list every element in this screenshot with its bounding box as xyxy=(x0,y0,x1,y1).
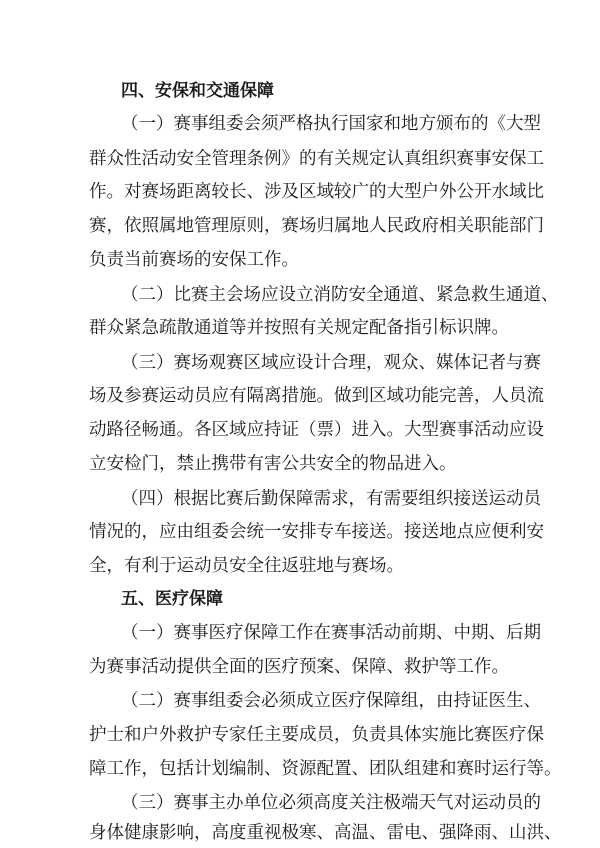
paragraph-line: 负责当前赛场的安保工作。 xyxy=(89,250,299,270)
paragraph-line: （三）赛场观赛区域应设计合理，观众、媒体记者与赛 xyxy=(121,353,541,373)
paragraph-line: 障工作，包括计划编制、资源配置、团队组建和赛时运行等。 xyxy=(89,759,562,779)
paragraph-line: 场及参赛运动员应有隔离措施。做到区域功能完善，人员流 xyxy=(89,386,544,406)
paragraph-line: 动路径畅通。各区域应持证（票）进入。大型赛事活动应设 xyxy=(89,420,544,440)
section-heading: 五、医疗保障 xyxy=(121,589,223,609)
paragraph-line: 护士和户外救护专家任主要成员，负责具体实施比赛医疗保 xyxy=(89,725,544,745)
paragraph-line: 情况的，应由组委会统一安排专车接送。接送地点应便利安 xyxy=(89,522,544,542)
paragraph-line: 全，有利于运动员安全往返驻地与赛场。 xyxy=(89,556,404,576)
paragraph-line: 赛，依照属地管理原则，赛场归属地人民政府相关职能部门 xyxy=(89,216,544,236)
paragraph-line: （二）赛事组委会必须成立医疗保障组，由持证医生、 xyxy=(121,691,541,711)
paragraph-line: 群众紧急疏散通道等并按照有关规定配备指引标识牌。 xyxy=(89,318,509,338)
paragraph-line: （一）赛事医疗保障工作在赛事活动前期、中期、后期 xyxy=(121,623,541,643)
paragraph-line: （一）赛事组委会须严格执行国家和地方颁布的《大型 xyxy=(121,114,541,134)
paragraph-line: （三）赛事主办单位必须高度关注极端天气对运动员的 xyxy=(121,793,541,813)
paragraph-line: 群众性活动安全管理条例》的有关规定认真组织赛事安保工 xyxy=(89,149,544,169)
paragraph-line: 身体健康影响，高度重视极寒、高温、雷电、强降雨、山洪、 xyxy=(89,823,562,843)
paragraph-line: （二）比赛主会场应设立消防安全通道、紧急救生通道、 xyxy=(121,285,559,305)
paragraph-line: 为赛事活动提供全面的医疗预案、保障、救护等工作。 xyxy=(89,657,509,677)
paragraph-line: 立安检门，禁止携带有害公共安全的物品进入。 xyxy=(89,454,457,474)
paragraph-line: 作。对赛场距离较长、涉及区域较广的大型户外公开水域比 xyxy=(89,182,544,202)
section-heading: 四、安保和交通保障 xyxy=(121,81,274,101)
paragraph-line: （四）根据比赛后勤保障需求，有需要组织接送运动员 xyxy=(121,489,541,509)
